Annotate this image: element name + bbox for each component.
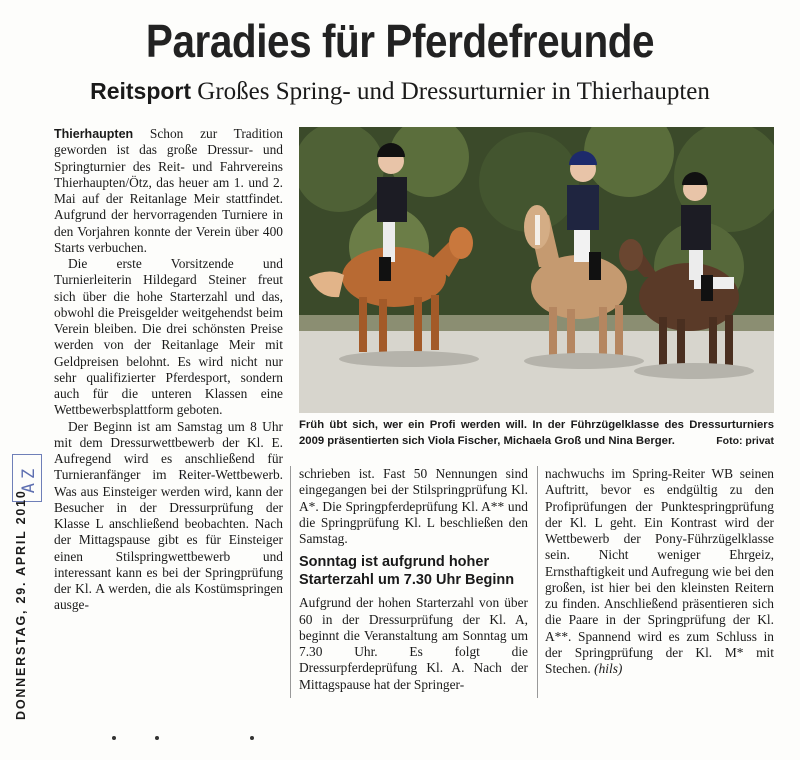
scan-dot (155, 736, 159, 740)
photo-credit: Foto: privat (716, 435, 774, 447)
article-column-right (545, 466, 774, 677)
column-rule (290, 466, 291, 698)
article-column-left (54, 126, 283, 614)
article-photo (299, 127, 774, 413)
photo-caption (299, 417, 774, 449)
riders-on-ponies-image (299, 127, 774, 413)
paragraph-6-text: nachwuchs im Spring-Reiter WB seinen Auftritt, bevor es endgültig zu den Profiprüfungen der Punktespringprüfung der Kl. L geht. Ein Kontrast wird der Wettbewerb der Pony-Führzügelklasse sein. Nicht weniger Ehrgeiz, Ernsthaftigkeit und Aufregung wie bei den großen, ist hier bei den kleinsten Reitern zu finden. Anschließend präsentieren sich die Paare in der Springprüfung der Kl. A**. Spannend wird es zum Schluss in der Springprüfung der Kl. M* mit Stechen. (545, 466, 774, 676)
kicker: Reitsport (90, 78, 192, 104)
paragraph-4: schrieben ist. Fast 50 Nennungen sind eingegangen bei der Stilspringprüfung Kl. A*. Die Springpferdeprüfung Kl. A** und die Springprüfung Kl. L beschließen den Samstag. (299, 466, 528, 546)
paragraph-6 (545, 466, 774, 677)
publication-date: DONNERSTAG, 29. APRIL 2010 (14, 489, 28, 720)
paragraph-2: Die erste Vorsitzende und Turnierleiterin Hildegard Steiner freut sich über die hohe Starterzahl und das, obwohl die Preisgelder weitgehendst beim Verein bleiben. Die drei schönsten Preise werden von der Reitanlage Meir mit Geldpreisen belohnt. Es wird nicht nur sehr qualifizierter Pferdesport, sondern auch für die unteren Klassen eine Wettbewerbsplattform geboten. (54, 256, 283, 418)
author-signature: (hils) (594, 661, 623, 676)
article-column-middle (299, 466, 528, 693)
paragraph-1 (54, 126, 283, 256)
paragraph-5: Aufgrund der hohen Starterzahl von über 60 in der Dressurprüfung der Kl. A, beginnt die Veranstaltung am Sonntag um 7.30 Uhr. Es folgt die Dressurpferdeprüfung Kl. A. Nach der Mittagspause hat der Springer- (299, 595, 528, 692)
scan-dots (0, 736, 800, 746)
az-stamp-text: AZ (19, 464, 40, 494)
scan-dot (112, 736, 116, 740)
paragraph-3: Der Beginn ist am Samstag um 8 Uhr mit dem Dressurwettbewerb der Kl. E. Aufregend wird es anschließend für Turnieranfänger im Reiter-Wettbewerb. Was aus Einsteiger werden wird, kann der Besucher in der Dressurprüfung der Klasse L anschließend beobachten. Nach der Mittagspause gibt es für Einsteiger einen Stilspringwettbewerb und interessant kann es bei der Springprüfung der Kl. A werden, die als Kostümspringen ausge- (54, 418, 283, 613)
subheadline: Großes Spring- und Dressurturnier in Thierhaupten (197, 78, 710, 105)
subheadline-line (0, 78, 800, 106)
paragraph-1-text: Schon zur Tradition geworden ist das große Dressur- und Springturnier des Reit- und Fahrvereins Thierhaupten/Ötz, das heuer am 1. und 2. Mai auf der Reitanlage Meir stattfindet. Aufgrund der hervorragenden Turniere in den Vorjahren konnte der Verein über 400 Starts verbuchen. (54, 126, 283, 255)
headline: Paradies für Pferdefreunde (145, 15, 655, 67)
caption-text: Früh übt sich, wer ein Profi werden will. In der Führzügelklasse des Dressurturniers 2009 präsentierten sich Viola Fischer, Michaela Groß und Nina Berger. (299, 419, 774, 447)
section-subhead: Sonntag ist aufgrund hoher Starterzahl um 7.30 Uhr Beginn (299, 554, 515, 589)
dateline: Thierhaupten (54, 127, 134, 141)
scan-dot (250, 736, 254, 740)
column-rule (537, 466, 538, 698)
